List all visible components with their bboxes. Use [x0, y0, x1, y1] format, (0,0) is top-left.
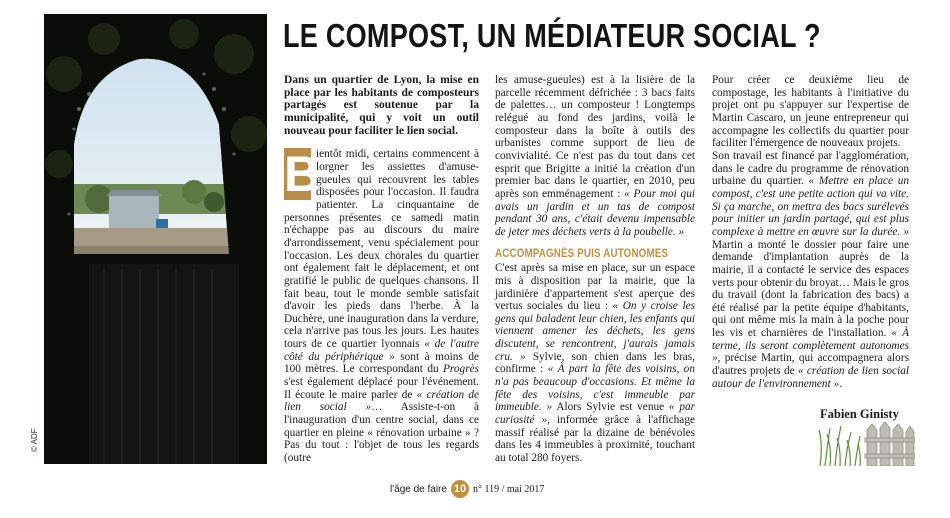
section-subheading: ACCOMPAGNÉS PUIS AUTONOMES — [495, 247, 669, 260]
magazine-name: l'âge de faire — [390, 483, 447, 495]
article-paragraph: les amuse-gueules) est à la lisière de la parcelle récemment défrichée : 3 bacs faits de palettes… un composteur ! Longtemps relégué au fond des jardins, voilà le composteur dans la boîte à outils des urbanistes comme support de lieu de convivialité. Ce n'est pas du tout dans cet esprit que Brigitte a initié la création d'un premier bac dans le quartier, en 2010, peu après son emménagement : « Pour moi qui avais un jardin et un tas de compost pendant 30 ans, c'était devenu impensable de jeter mes déchets verts à la poubelle. » — [495, 74, 695, 238]
article-column-3 — [712, 74, 909, 390]
article-author: Fabien Ginisty — [820, 407, 899, 421]
article-title: LE COMPOST, UN MÉDIATEUR SOCIAL ? — [283, 17, 821, 54]
article-paragraph: Son travail est financé par l'agglomération, dans le cadre du programme de rénovation urbaine du quartier. « Mettre en place un compost, c'est une petite action qui va vite. Si ça marche, on mettra des bacs surélevés pour initier un jardin partagé, qui est plus complexe à mettre en œuvre sur la durée. » Martin a monté le dossier pour faire une demande d'implantation auprès de la mairie, il a contacté le service des espaces verts pour obtenir du broyat… Mais le gros du travail (dont la fabrication des bacs) a été réalisé par la petite équipe d'habitants, qui ont même mis la main à la poche pour les vis et charnières de l'installation. « À terme, ils seront complètement autonomes », précise Martin, qui accompagnera alors d'autres projets de « création de lien social autour de l'environnement ». — [712, 149, 910, 390]
photo-credit: © ADF — [30, 428, 39, 452]
article-column-2 — [495, 74, 695, 465]
article-photo — [44, 14, 267, 464]
grass-fence-illustration — [815, 420, 915, 466]
page-number-badge: 10 — [451, 480, 469, 498]
issue-info: n° 119 / mai 2017 — [472, 483, 545, 495]
garden-archway-image — [44, 14, 267, 464]
article-column-1 — [284, 74, 479, 465]
article-paragraph: Pour créer ce deuxième lieu de compostage, les habitants à l'initiative du projet ont pu s'appuyer sur l'expertise de Martin Cascaro, un jeune entrepreneur qui accompagne les collectifs du quartier pour faciliter l'émergence de nouveaux projets. — [712, 74, 909, 150]
page-footer — [390, 480, 544, 498]
article-lead: Dans un quartier de Lyon, la mise en place par les habitants de composteurs partagés est soutenue par la municipalité, qui y voit un outil nouveau pour faciliter le lien social. — [284, 74, 479, 137]
article-paragraph: B ientôt midi, certains commencent à lorgner les assiettes d'amuse-gueules qui recouvrent les tables disposées pour l'occasion. Il faudra patienter. La cinquantaine de personnes présentes ce samedi matin n'échappe pas au discours du maire d'arrondissement, venu spécialement pour l'occasion. Les deux chorales du quartier ont également fait le déplacement, et ont gratifié le public de quelques chansons. Il fait beau, tout le monde semble satisfait d'avoir les pieds dans l'herbe. À la Duchère, une inauguration dans la verdure, cela n'arrive pas tous les jours. Les hautes tours de ce quartier lyonnais « de l'autre côté du périphérique » sont à moins de 100 mètres. Le correspondant du Progrès s'est également déplacé pour l'événement. Il écoute le maire parler de « création de lien social »… Assiste-t-on à l'inauguration d'un centre social, dans ce quartier en pleine « rénovation urbaine » ? Pas du tout : l'objet de tous les regards (outre — [284, 146, 480, 465]
article-paragraph: C'est après sa mise en place, sur un espace mis à disposition par la mairie, que la jardinière d'appartement s'est aperçue des vertus sociales du lieu : « On y croise les gens qui baladent leur chien, les enfants qui viennent amener les déchets, les gens discutent, se rencontrent, j'aurais jamais cru. » Sylvie, son chien dans les bras, confirme : « À part la fête des voisins, on n'a pas beaucoup d'occasions. Et même la fête des voisins, c'est immeuble par immeuble. » Alors Sylvie est venue « par curiosité », informée grâce à l'affichage massif réalisé par la dizaine de bénévoles dans les 4 immeubles à proximité, touchant au total 280 foyers. — [495, 262, 696, 465]
drop-cap: B — [284, 146, 321, 203]
